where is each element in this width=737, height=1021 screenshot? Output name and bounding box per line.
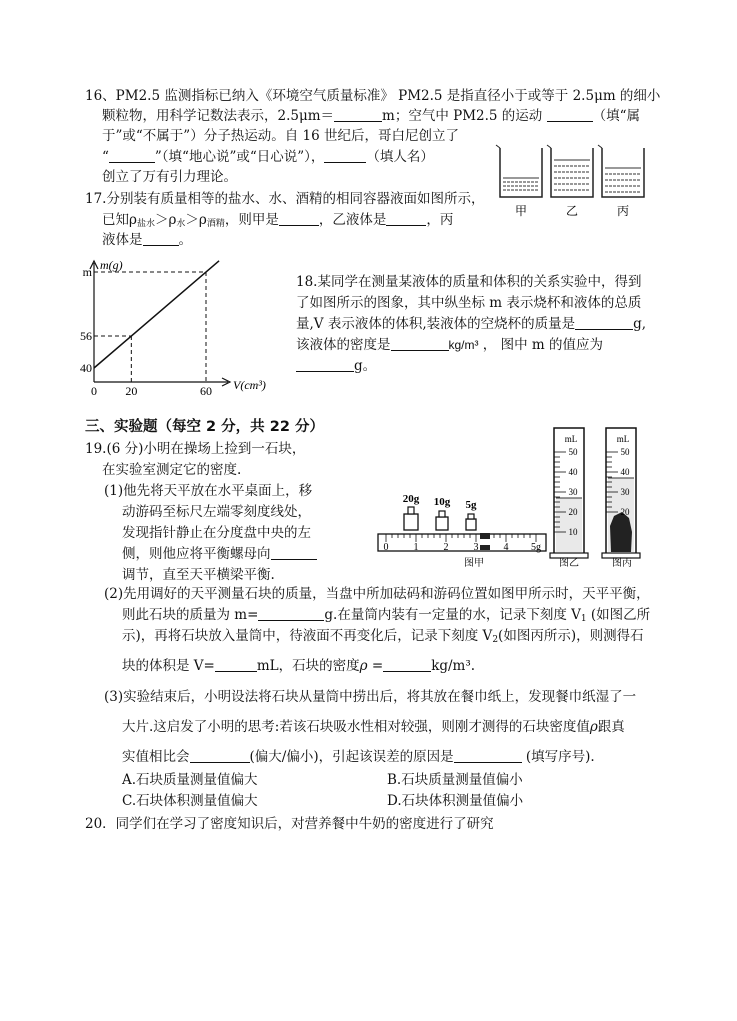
ruler-tick-0: 0 [383, 542, 389, 553]
q17-sub-water: 水 [176, 219, 186, 229]
q16-line5: 创立了万有引力理论。 [102, 169, 237, 185]
q19-p3-text-2b: 跟真 [597, 719, 625, 735]
q19-p2-text-3b: (如图丙所示)，则测得石 [498, 628, 644, 644]
q19-blank-mass[interactable] [258, 606, 324, 621]
cyl-yi-unit: mL [564, 434, 578, 444]
q19-blank-direction[interactable] [271, 545, 317, 560]
caption-fig-jia: 图甲 [464, 558, 484, 569]
cyl-yi-tick-30: 30 [568, 487, 578, 497]
q16-text-2b: m；空气中 PM2.5 的运动 [382, 108, 543, 124]
stone-in-cylinder [610, 512, 632, 552]
q16-line4 [102, 148, 434, 166]
ruler-tick-1: 1 [413, 542, 419, 553]
q18-text-4a: 该液体的密度是 [296, 337, 391, 353]
q17-text-2f: ，丙 [426, 212, 454, 228]
cyl-bing-tick-40: 40 [620, 467, 630, 477]
mass-volume-chart [78, 255, 283, 400]
beaker-jia [496, 145, 542, 197]
q18-line5 [296, 357, 376, 375]
q19-p1-line2: 动游码至标尺左端零刻度线处， [122, 504, 311, 520]
q16-text-2c: （填“属 [592, 108, 641, 124]
cyl-yi-tick-40: 40 [568, 467, 578, 477]
q17-text-2c: ＞ρ [185, 212, 207, 228]
q17-text-2a: 已知ρ [102, 212, 137, 228]
cyl-bing-tick-30: 30 [620, 487, 630, 497]
q19-line2: 在实验室测定它的密度. [102, 462, 242, 478]
q17-line3 [102, 231, 192, 249]
q18-text-3b: g, [633, 316, 647, 332]
q19-p2-text-2b: g.在量筒内装有一定量的水，记录下刻度 V [324, 607, 581, 623]
y-axis-label: m(g) [100, 258, 123, 272]
beaker-label-yi: 乙 [565, 204, 579, 218]
q16-blank-person[interactable] [324, 148, 366, 163]
q17-blank-jia[interactable] [279, 211, 319, 226]
q16-text-4c: （填人名） [366, 149, 434, 165]
q19-p2-text-4c: = [367, 658, 384, 674]
q18-blank-beaker-mass[interactable] [575, 315, 633, 330]
q19-p3-text-2a: 大片.这启发了小明的思考:若该石块吸水性相对较强，则刚才测得的石块密度值 [122, 719, 590, 735]
q17-blank-bing[interactable] [143, 231, 179, 246]
q18-text-4c: ， 图中 m 的值应为 [482, 337, 603, 353]
q17-sub-brine: 盐水 [136, 219, 155, 229]
rider-slider[interactable] [480, 533, 490, 539]
q18-line1: 18.某同学在测量某液体的质量和体积的关系实验中，得到 [296, 274, 642, 290]
ruler-tick-4: 4 [503, 542, 509, 553]
cylinder-yi [550, 428, 588, 558]
q19-blank-compare[interactable] [190, 748, 250, 763]
q19-p3-text-3b: (偏大/偏小)，引起该误差的原因是 [249, 749, 454, 765]
beaker-yi [547, 145, 593, 197]
q18-unit-density: kg/m³ [448, 338, 479, 352]
cyl-bing-tick-50: 50 [620, 447, 630, 457]
cyl-bing-unit: mL [616, 434, 630, 444]
q19-p3-text-3a: 实值相比会 [122, 749, 190, 765]
q19-p2-line4 [122, 657, 475, 675]
y-tick-40: 40 [80, 361, 92, 375]
q19-p3-line2 [122, 718, 625, 736]
q17-text-2e: ，乙液体是 [318, 212, 387, 228]
q19-p2-text-3a: 示)，再将石块放入量筒中，待液面不再变化后，记录下刻度 V [122, 628, 493, 644]
q19-p1-line5: 调节，直至天平横梁平衡. [122, 567, 275, 583]
q19-p2-line2 [122, 606, 650, 628]
q19-p2-text-4d: kg/m³. [431, 658, 476, 674]
q19-line1: 19.(6 分)小明在操场上捡到一石块， [85, 441, 306, 457]
x-tick-0: 0 [91, 384, 97, 398]
q19-p2-sub-2: 2 [492, 635, 499, 645]
q16-text-2a: 颗粒物，用科学记数法表示，2.5μm＝ [102, 108, 335, 124]
q19-p2-text-4a: 块的体积是 V= [122, 658, 215, 674]
experiment-figure [370, 420, 660, 570]
weight-label-20g: 20g [402, 493, 420, 505]
cyl-yi-tick-20: 20 [568, 507, 578, 517]
q16-blank-theory[interactable] [109, 148, 155, 163]
q17-text-3b: 。 [178, 232, 192, 248]
cyl-yi-tick-10: 10 [568, 527, 578, 537]
q19-p2-line3 [122, 627, 644, 649]
q20-line1: 20．同学们在学习了密度知识后，对营养餐中牛奶的密度进行了研究 [85, 816, 494, 832]
q16-line3: 于”或“不属于”）分子热运动。自 16 世纪后，哥白尼创立了 [102, 128, 459, 144]
q19-p1-line1: (1)他先将天平放在水平桌面上，移 [104, 483, 313, 499]
y-tick-m: m [82, 265, 92, 279]
ruler-tick-5: 5g [531, 542, 541, 553]
q16-line1: 16、PM2.5 监测指标已纳入《环境空气质量标准》 PM2.5 是指直径小于或等于 2.5μm 的细小 [85, 88, 661, 104]
beakers-figure [495, 140, 645, 222]
q16-blank-scientific[interactable] [334, 107, 382, 122]
data-line [94, 261, 219, 368]
beaker-bing [598, 145, 644, 197]
q17-text-3a: 液体是 [102, 232, 143, 248]
q19-p1-line3: 发现指针静止在分度盘中央的左 [122, 525, 311, 541]
ruler-tick-2: 2 [443, 542, 449, 553]
q19-option-b: B.石块质量测量值偏小 [387, 772, 523, 788]
q18-line2: 了如图所示的图象，其中纵坐标 m 表示烧杯和液体的总质 [296, 295, 642, 311]
x-tick-20: 20 [125, 384, 138, 398]
q19-p2-line1: (2)先用调好的天平测量石块的质量，当盘中所加砝码和游码位置如图甲所示时，天平平衡， [104, 586, 650, 602]
beaker-label-bing: 丙 [616, 204, 630, 218]
section3-title: 三、实验题（每空 2 分，共 22 分） [85, 419, 324, 435]
q19-blank-reason[interactable] [454, 748, 522, 763]
x-tick-60: 60 [200, 384, 212, 398]
weight-20g [403, 493, 420, 530]
q19-p2-text-2a: 则此石块的质量为 m= [122, 607, 259, 623]
q19-option-a: A.石块质量测量值偏大 [122, 772, 258, 788]
weight-10g [434, 496, 451, 530]
cyl-bing-tick-20: 20 [620, 507, 630, 517]
q18-text-5b: g。 [354, 358, 377, 374]
caption-fig-bing: 图丙 [612, 558, 632, 569]
q19-blank-density[interactable] [383, 657, 431, 672]
q17-blank-yi[interactable] [386, 211, 426, 226]
q18-blank-m-value[interactable] [296, 357, 354, 372]
x-axis-label: V(cm³) [233, 378, 266, 392]
q16-blank-motion[interactable] [547, 107, 593, 122]
q19-p3-text-3c: (填写序号). [521, 749, 595, 765]
q19-p3-line3 [122, 748, 595, 766]
q19-option-d: D.石块体积测量值偏小 [387, 793, 524, 809]
q19-p2-sub-1: 1 [580, 614, 587, 624]
q18-text-3a: 量,V 表示液体的体积,装液体的空烧杯的质量是 [296, 316, 576, 332]
weight-label-5g: 5g [465, 499, 477, 511]
weight-label-10g: 10g [433, 496, 451, 508]
q19-rho-symbol: ρ [359, 658, 368, 674]
cyl-yi-tick-50: 50 [568, 447, 578, 457]
q17-text-2b: ＞ρ [154, 212, 177, 228]
q19-p1-text-4a: 侧，则他应将平衡螺母向 [122, 546, 271, 562]
q17-line1: 17.分别装有质量相等的盐水、水、酒精的相同容器液面如图所示， [85, 191, 485, 207]
q16-line2 [102, 107, 640, 125]
q18-line3 [296, 315, 646, 333]
q19-p2-text-4b: mL，石块的密度 [256, 658, 360, 674]
q19-blank-volume[interactable] [215, 657, 257, 672]
q19-option-c: C.石块体积测量值偏大 [122, 793, 258, 809]
y-tick-56: 56 [80, 329, 92, 343]
balance-ruler [378, 533, 546, 553]
ruler-tick-3: 3 [473, 542, 479, 553]
q19-p3-line1: (3)实验结束后，小明设法将石块从量筒中捞出后，将其放在餐巾纸上，发现餐巾纸湿了一 [104, 689, 637, 705]
q17-sub-alcohol: 酒精 [206, 219, 225, 229]
q16-text-4a: “ [102, 149, 109, 165]
cylinder-bing [602, 428, 640, 558]
q19-p3-rho-symbol: ρ [589, 719, 598, 735]
q16-text-4b: ”（填“地心说”或“日心说”）， [154, 149, 325, 165]
q17-line2 [102, 211, 453, 233]
q18-blank-density[interactable] [391, 336, 449, 351]
q18-line4 [296, 336, 603, 354]
q19-p1-line4 [122, 545, 317, 563]
caption-fig-yi: 图乙 [559, 558, 579, 569]
q17-text-2d: ，则甲是 [224, 212, 279, 228]
q19-p2-text-2c: (如图乙所 [586, 607, 651, 623]
beaker-label-jia: 甲 [514, 204, 528, 218]
weight-5g [466, 499, 478, 530]
